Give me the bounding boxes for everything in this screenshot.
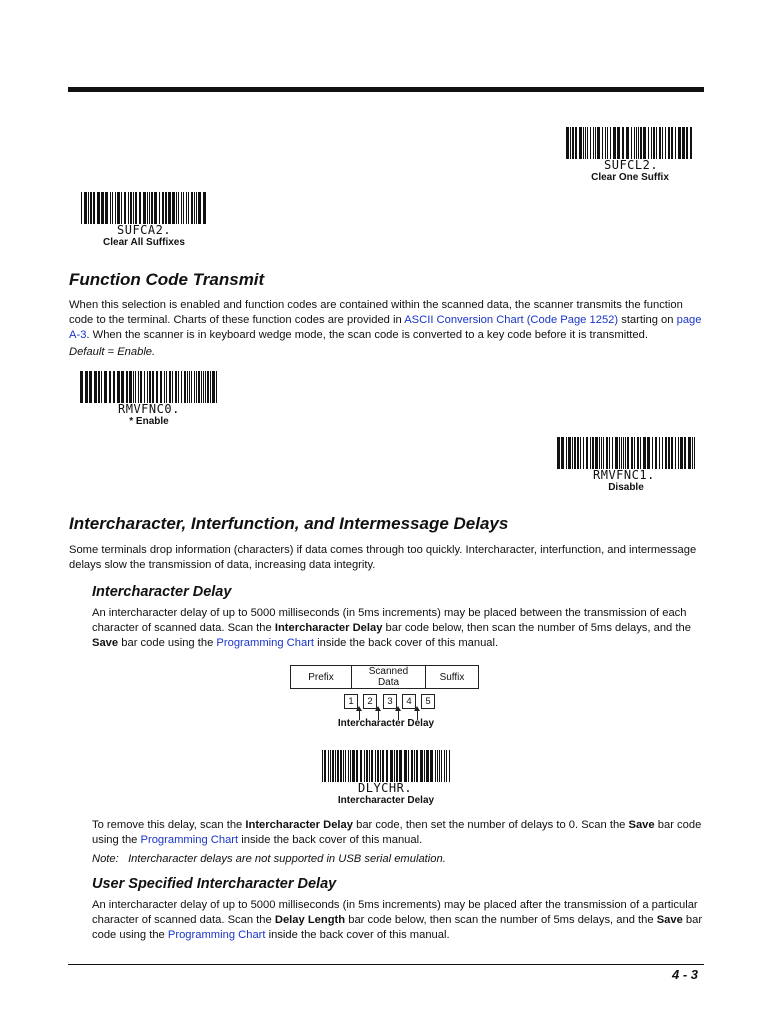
barcode-bar (678, 127, 681, 159)
barcode-bar (196, 371, 197, 403)
barcode-bar (643, 127, 646, 159)
barcode-bar (595, 127, 596, 159)
barcode-bar (178, 192, 179, 224)
diagram-cell-suffix: Suffix (426, 666, 479, 689)
barcode-bar (322, 750, 323, 782)
barcode-bar (557, 437, 560, 469)
heading-intercharacter-delay: Intercharacter Delay (92, 584, 232, 600)
barcode-bar (439, 750, 440, 782)
barcode-image (566, 127, 694, 159)
barcode-bar (444, 750, 445, 782)
barcode-bar (572, 437, 573, 469)
barcode-bar (414, 750, 415, 782)
barcode-bar (360, 750, 362, 782)
remove-delay-paragraph (92, 818, 704, 848)
barcode-bar (597, 127, 600, 159)
diagram-data-table (290, 665, 479, 689)
barcode-bar (585, 127, 586, 159)
link-programming-chart[interactable]: Programming Chart (140, 834, 239, 846)
barcode-bar (124, 192, 126, 224)
barcode-bar (159, 192, 160, 224)
barcode-bar (121, 371, 124, 403)
barcode-bar (198, 371, 200, 403)
barcode-bar (147, 192, 148, 224)
usb-note: Note: Intercharacter delays are not supported in USB serial emulation. (92, 853, 446, 865)
text: inside the back cover of this manual. (265, 929, 450, 941)
barcode-bar (201, 371, 202, 403)
barcode-bar (366, 750, 368, 782)
barcode-bar (156, 371, 158, 403)
barcode-bar (653, 127, 655, 159)
barcode-bar (184, 371, 186, 403)
barcode-bar (592, 437, 594, 469)
barcode-bar (655, 437, 657, 469)
barcode-bar (113, 371, 115, 403)
barcode-bar (172, 192, 175, 224)
barcode-bar (196, 192, 197, 224)
text: starting on (618, 314, 677, 326)
barcode-bar (352, 750, 355, 782)
text-bold: Save (92, 637, 119, 649)
barcode-bar (688, 437, 691, 469)
barcode-bar (621, 437, 622, 469)
barcode-bar (609, 437, 610, 469)
top-rule (68, 87, 704, 92)
text: inside the back cover of this manual. (238, 834, 423, 846)
barcode-bar (570, 127, 571, 159)
barcode-bar (84, 192, 87, 224)
barcode-bar (203, 192, 206, 224)
barcode-bar (599, 437, 600, 469)
barcode-bar (610, 127, 611, 159)
barcode-bar (90, 192, 92, 224)
barcode-bar (606, 437, 608, 469)
barcode-bar (143, 192, 146, 224)
barcode-bar (332, 750, 334, 782)
barcode-bar (350, 750, 351, 782)
barcode-bar (561, 437, 564, 469)
barcode-bar (690, 127, 692, 159)
diagram-number-box: 5 (421, 694, 435, 709)
barcode-bar (404, 750, 407, 782)
text: An intercharacter delay of up to 5000 milliseconds (in 5ms increments) may be placed between the transmission of each character of scanned data. Scan the (92, 607, 687, 634)
barcode-bar (154, 192, 157, 224)
barcode-bar (640, 127, 642, 159)
barcode-bar (117, 192, 120, 224)
text-bold: Intercharacter Delay (274, 622, 383, 634)
barcode-bar (152, 371, 154, 403)
barcode-bar (139, 192, 141, 224)
barcode-label: Clear All Suffixes (103, 237, 185, 248)
barcode-bar (605, 127, 606, 159)
barcode-bar (587, 127, 588, 159)
barcode-code: SUFCA2. (117, 223, 172, 237)
barcode-bar (178, 371, 179, 403)
barcode-bar (426, 750, 429, 782)
barcode-bar (612, 437, 613, 469)
page-number: 4 - 3 (671, 967, 698, 982)
barcode-clear-all-suffixes[interactable] (81, 192, 207, 249)
barcode-bar (335, 750, 336, 782)
barcode-bar (151, 192, 153, 224)
text: When this selection is enabled and function codes are contained within the scanned data, the scanner transmits the function code to the terminal. Charts of these function codes are provided in (69, 299, 683, 326)
bottom-rule (68, 964, 704, 965)
barcode-bar (176, 192, 177, 224)
barcode-bar (117, 371, 120, 403)
barcode-bar (210, 371, 211, 403)
barcode-bar (345, 750, 346, 782)
barcode-bar (680, 437, 683, 469)
barcode-bar (194, 371, 195, 403)
barcode-image (322, 750, 450, 782)
barcode-bar (607, 127, 608, 159)
barcode-bar (186, 192, 187, 224)
barcode-bar (382, 750, 384, 782)
text: inside the back cover of this manual. (314, 637, 499, 649)
barcode-bar (665, 127, 666, 159)
barcode-bar (216, 371, 217, 403)
text: . When the scanner is in keyboard wedge mode, the scan code is converted to a key code before it is transmitted. (86, 329, 648, 341)
barcode-bar (686, 127, 688, 159)
barcode-bar (640, 437, 641, 469)
barcode-bar (446, 750, 447, 782)
barcode-bar (149, 192, 150, 224)
barcode-bar (165, 192, 167, 224)
barcode-bar (566, 127, 569, 159)
barcode-bar (348, 750, 349, 782)
barcode-bar (121, 192, 122, 224)
text: bar code using the (92, 819, 702, 846)
barcode-code: RMVFNC0. (118, 402, 180, 416)
barcode-bar (652, 437, 653, 469)
barcode-bar (636, 127, 637, 159)
barcode-bar (590, 127, 591, 159)
barcode-bar (85, 371, 88, 403)
barcode-bar (175, 371, 177, 403)
text-bold: Intercharacter Delay (245, 819, 353, 831)
barcode-bar (377, 750, 379, 782)
barcode-bar (601, 437, 602, 469)
text: bar code using the (118, 637, 217, 649)
barcode-intercharacter-delay[interactable] (322, 750, 450, 807)
barcode-bar (580, 437, 581, 469)
barcode-bar (203, 371, 204, 403)
barcode-bar (566, 437, 567, 469)
barcode-bar (166, 371, 167, 403)
barcode-bar (340, 750, 342, 782)
barcode-code: DLYCHR. (358, 781, 413, 795)
barcode-bar (129, 371, 132, 403)
barcode-bar (98, 371, 100, 403)
barcode-bar (189, 371, 190, 403)
barcode-bar (656, 127, 657, 159)
barcode-bar (172, 371, 173, 403)
heading-function-code-transmit: Function Code Transmit (69, 270, 265, 289)
text-bold: Save (628, 819, 655, 831)
barcode-bar (662, 437, 663, 469)
barcode-bar (93, 192, 95, 224)
barcode-bar (205, 371, 206, 403)
barcode-bar (627, 437, 629, 469)
barcode-bar (651, 127, 652, 159)
barcode-bar (579, 127, 582, 159)
barcode-bar (101, 371, 102, 403)
default-note: Default = Enable. (69, 346, 156, 358)
barcode-bar (89, 371, 92, 403)
link-ascii-conversion-chart[interactable]: ASCII Conversion Chart (Code Page 1252) (404, 314, 619, 326)
barcode-bar (212, 371, 215, 403)
barcode-bar (631, 437, 633, 469)
barcode-bar (169, 371, 171, 403)
barcode-bar (692, 437, 693, 469)
barcode-bar (375, 750, 376, 782)
text: bar code below, then scan the number of 5ms delays, and the (382, 622, 691, 634)
barcode-bar (647, 437, 650, 469)
diagram-number-box: 3 (383, 694, 397, 709)
text: bar code using the (92, 914, 703, 941)
barcode-bar (390, 750, 393, 782)
barcode-image (81, 192, 207, 224)
barcode-bar (371, 750, 373, 782)
heading-delays: Intercharacter, Interfunction, and Intermessage Delays (69, 514, 509, 533)
barcode-bar (386, 750, 388, 782)
diagram-cell-scanned-data: Scanned Data (352, 666, 426, 689)
barcode-bar (115, 192, 116, 224)
barcode-bar (615, 437, 618, 469)
intercharacter-paragraph (92, 606, 704, 651)
barcode-bar (595, 437, 598, 469)
barcode-bar (109, 371, 111, 403)
diagram-number-box: 1 (344, 694, 358, 709)
barcode-bar (181, 371, 182, 403)
barcode-code: RMVFNC1. (593, 468, 655, 482)
barcode-bar (328, 750, 329, 782)
barcode-bar (105, 192, 108, 224)
barcode-enable[interactable] (80, 371, 218, 428)
barcode-bar (684, 437, 686, 469)
user-specified-paragraph (92, 898, 704, 943)
barcode-bar (399, 750, 402, 782)
barcode-bar (81, 192, 82, 224)
barcode-bar (88, 192, 89, 224)
barcode-label: Intercharacter Delay (337, 795, 435, 806)
barcode-bar (634, 437, 635, 469)
diagram-cell-prefix: Prefix (291, 666, 352, 689)
barcode-bar (668, 127, 670, 159)
barcode-image (80, 371, 218, 403)
barcode-bar (112, 192, 113, 224)
barcode-bar (593, 127, 594, 159)
barcode-bar (613, 127, 616, 159)
barcode-bar (168, 192, 171, 224)
barcode-bar (602, 127, 603, 159)
intercharacter-diagram (290, 665, 479, 689)
barcode-bar (187, 371, 188, 403)
link-page-a3[interactable]: page A-3 (69, 314, 702, 341)
barcode-bar (625, 437, 626, 469)
barcode-bar (356, 750, 358, 782)
barcode-bar (135, 371, 136, 403)
barcode-bar (678, 437, 679, 469)
barcode-bar (181, 192, 182, 224)
barcode-bar (94, 371, 97, 403)
barcode-bar (430, 750, 433, 782)
barcode-bar (648, 127, 649, 159)
barcode-bar (138, 371, 139, 403)
barcode-bar (583, 437, 584, 469)
barcode-bar (191, 371, 192, 403)
barcode-bar (668, 437, 670, 469)
barcode-bar (80, 371, 83, 403)
barcode-bar (449, 750, 450, 782)
text-bold: Save (656, 914, 683, 926)
barcode-bar (416, 750, 418, 782)
barcode-bar (101, 192, 104, 224)
barcode-bar (126, 371, 128, 403)
barcode-bar (603, 437, 604, 469)
barcode-bar (194, 192, 195, 224)
barcode-bar (135, 192, 137, 224)
diagram-number-box: 4 (402, 694, 416, 709)
barcode-bar (575, 127, 577, 159)
barcode-bar (659, 127, 661, 159)
barcode-bar (207, 371, 209, 403)
barcode-bar (586, 437, 588, 469)
barcode-bar (364, 750, 365, 782)
barcode-bar (435, 750, 436, 782)
barcode-bar (675, 127, 676, 159)
barcode-bar (638, 127, 639, 159)
text: bar code below, then scan the number of 5ms delays, and the (345, 914, 657, 926)
barcode-label: Disable (608, 482, 644, 493)
barcode-bar (133, 371, 134, 403)
barcode-bar (643, 437, 646, 469)
barcode-bar (110, 192, 111, 224)
delays-paragraph: Some terminals drop information (characters) if data comes through too quickly. Intercharacter, interfunction, and intermessage delays slow the transmission of data, increasing data integrity. (69, 544, 697, 571)
barcode-bar (149, 371, 151, 403)
barcode-bar (130, 192, 132, 224)
barcode-bar (622, 127, 624, 159)
barcode-bar (337, 750, 339, 782)
barcode-label: * Enable (129, 416, 169, 427)
heading-user-specified-delay: User Specified Intercharacter Delay (92, 876, 337, 892)
barcode-image (557, 437, 695, 469)
barcode-disable[interactable] (557, 437, 695, 494)
barcode-bar (164, 371, 165, 403)
barcode-bar (671, 437, 673, 469)
function-code-paragraph (69, 298, 705, 343)
barcode-bar (626, 127, 629, 159)
barcode-bar (659, 437, 660, 469)
barcode-bar (437, 750, 438, 782)
barcode-bar (147, 371, 148, 403)
diagram-caption: Intercharacter Delay (337, 718, 435, 729)
barcode-bar (198, 192, 201, 224)
barcode-bar (623, 437, 624, 469)
barcode-bar (104, 371, 107, 403)
barcode-bar (380, 750, 381, 782)
barcode-bar (420, 750, 423, 782)
barcode-bar (140, 371, 142, 403)
barcode-bar (665, 437, 667, 469)
barcode-bar (675, 437, 676, 469)
link-programming-chart[interactable]: Programming Chart (167, 929, 266, 941)
text: bar code, then set the number of delays to 0. Scan the (352, 819, 629, 831)
barcode-bar (637, 437, 639, 469)
barcode-bar (619, 437, 620, 469)
barcode-bar (191, 192, 193, 224)
barcode-bar (441, 750, 442, 782)
barcode-bar (330, 750, 331, 782)
link-programming-chart[interactable]: Programming Chart (216, 637, 315, 649)
barcode-bar (394, 750, 395, 782)
barcode-bar (682, 127, 685, 159)
barcode-label: Clear One Suffix (591, 172, 669, 183)
barcode-code: SUFCL2. (604, 158, 659, 172)
barcode-bar (188, 192, 189, 224)
barcode-bar (574, 437, 576, 469)
barcode-bar (424, 750, 425, 782)
barcode-bar (396, 750, 398, 782)
barcode-bar (162, 192, 164, 224)
barcode-bar (634, 127, 635, 159)
barcode-bar (369, 750, 370, 782)
barcode-bar (631, 127, 632, 159)
barcode-bar (617, 127, 620, 159)
barcode-bar (160, 371, 162, 403)
barcode-bar (671, 127, 673, 159)
barcode-bar (144, 371, 145, 403)
barcode-bar (408, 750, 409, 782)
barcode-bar (183, 192, 184, 224)
barcode-bar (662, 127, 663, 159)
barcode-bar (568, 437, 571, 469)
text: An intercharacter delay of up to 5000 milliseconds (in 5ms increments) may be placed after the transmission of a particular character of scanned data. Scan the (92, 899, 698, 926)
barcode-bar (343, 750, 344, 782)
barcode-bar (133, 192, 134, 224)
barcode-bar (324, 750, 326, 782)
barcode-bar (572, 127, 574, 159)
barcode-bar (583, 127, 584, 159)
barcode-bar (590, 437, 591, 469)
text: To remove this delay, scan the (92, 819, 246, 831)
text-bold: Delay Length (274, 914, 346, 926)
barcode-bar (577, 437, 579, 469)
diagram-number-box: 2 (363, 694, 377, 709)
barcode-clear-one-suffix[interactable] (566, 127, 694, 184)
barcode-bar (694, 437, 695, 469)
barcode-bar (97, 192, 100, 224)
barcode-bar (128, 192, 129, 224)
barcode-bar (411, 750, 413, 782)
